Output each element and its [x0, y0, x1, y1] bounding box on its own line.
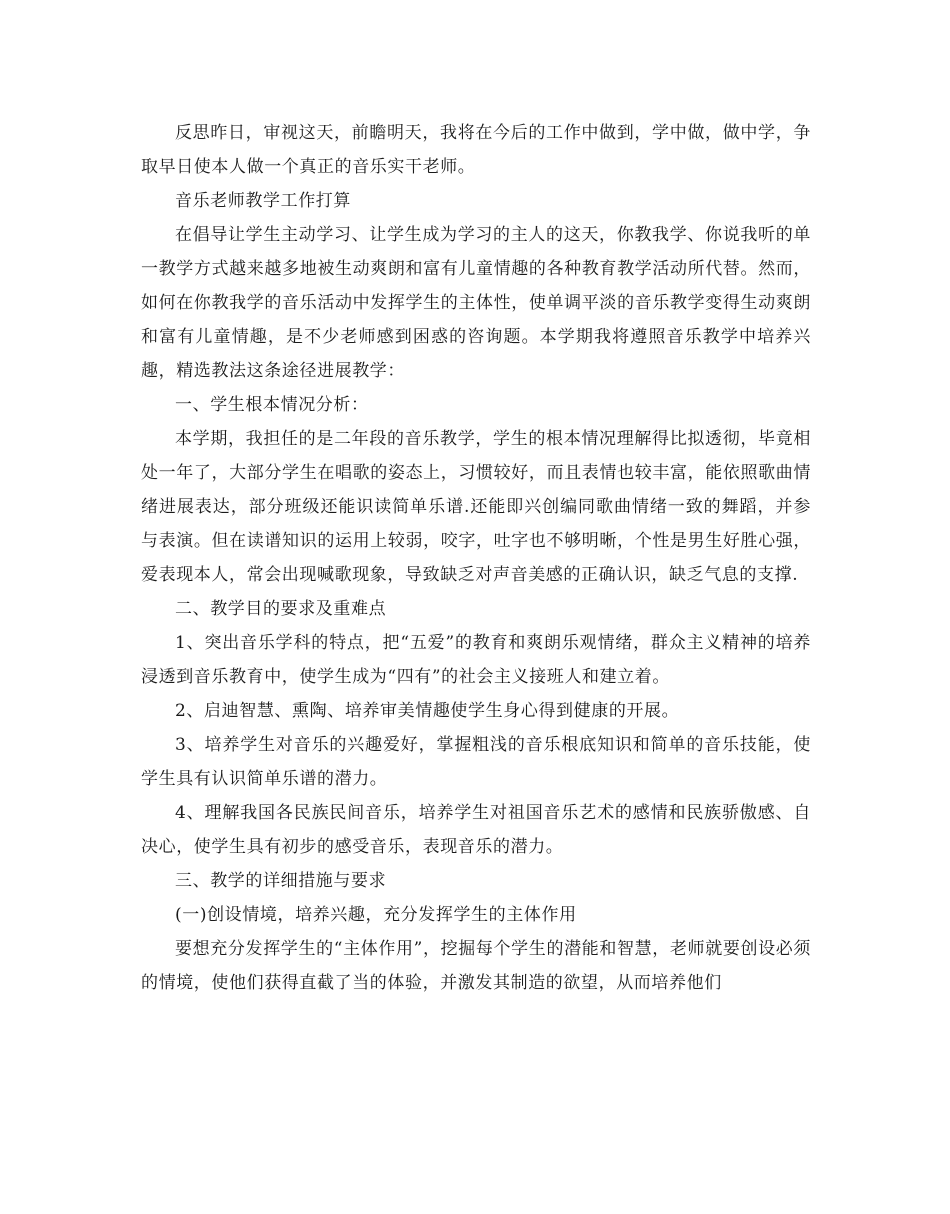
paragraph-measure-1: 要想充分发挥学生的“主体作用”，挖掘每个学生的潜能和智慧，老师就要创设必须的情境，使他们获得直截了当的体验，并激发其制造的欲望，从而培养他们: [141, 939, 811, 993]
goal-item-4: 4、理解我国各民族民间音乐，培养学生对祖国音乐艺术的感情和民族骄傲感、自决心，使学生具有初步的感受音乐，表现音乐的潜力。: [141, 803, 811, 857]
goal-item-2: 2、启迪智慧、熏陶、培养审美情趣使学生身心得到健康的开展。: [175, 701, 680, 721]
goal-item-1: 1、突出音乐学科的特点，把“五爱”的教育和爽朗乐观情绪，群众主义精神的培养浸透到音乐教育中，使学生成为“四有”的社会主义接班人和建立着。: [141, 633, 811, 687]
heading-student-analysis: 一、学生根本情况分析：: [175, 395, 369, 415]
section-title: 音乐老师教学工作打算: [175, 191, 351, 211]
paragraph-reflection: 反思昨日，审视这天，前瞻明天，我将在今后的工作中做到，学中做，做中学，争取早日使本人做一个真正的音乐实干老师。: [141, 123, 811, 177]
heading-measures: 三、教学的详细措施与要求: [175, 871, 387, 891]
paragraph-intro: 在倡导让学生主动学习、让学生成为学习的主人的这天，你教我学、你说我听的单一教学方式越来越多地被生动爽朗和富有儿童情趣的各种教育教学活动所代替。然而，如何在你教我学的音乐活动中发挥学生的主体性，使单调平淡的音乐教学变得生动爽朗和富有儿童情趣，是不少老师感到困惑的咨询题。本学期我将遵照音乐教学中培养兴趣，精选教法这条途径进展教学：: [141, 225, 811, 381]
paragraph-student-analysis: 本学期，我担任的是二年段的音乐教学，学生的根本情况理解得比拟透彻，毕竟相处一年了，大部分学生在唱歌的姿态上，习惯较好，而且表情也较丰富，能依照歌曲情绪进展表达，部分班级还能识读简单乐谱.还能即兴创编同歌曲情绪一致的舞蹈，并参与表演。但在读谱知识的运用上较弱，咬字，吐字也不够明晰，个性是男生好胜心强，爱表现本人，常会出现喊歌现象，导致缺乏对声音美感的正确认识，缺乏气息的支撑.: [141, 429, 811, 585]
document-body: [141, 116, 811, 1000]
subheading-measure-1: (一)创设情境，培养兴趣，充分发挥学生的主体作用: [175, 905, 577, 925]
heading-teaching-goals: 二、教学目的要求及重难点: [175, 599, 387, 619]
goal-item-3: 3、培养学生对音乐的兴趣爱好，掌握粗浅的音乐根底知识和简单的音乐技能，使学生具有认识简单乐谱的潜力。: [141, 735, 811, 789]
